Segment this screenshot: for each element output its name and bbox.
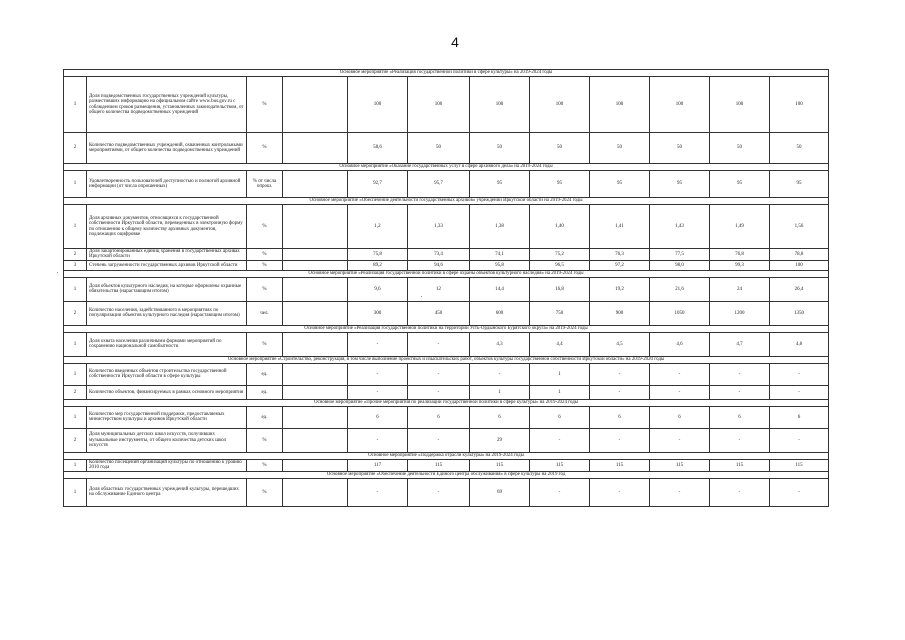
- empty-cell: [283, 385, 348, 399]
- value-cell: 1,38: [470, 205, 530, 249]
- indicator-name-cell: Количество населения, задействованного в мероприятиях по популяризации объектов культурного наследия (нарастающим итогом): [87, 301, 247, 325]
- empty-cell: [283, 478, 348, 506]
- section-header-row: [64, 198, 829, 205]
- value-cell: -: [408, 428, 470, 452]
- value-cell: 1: [470, 385, 530, 399]
- value-cell: 6: [530, 406, 590, 428]
- value-cell: -: [770, 363, 829, 385]
- table-row: [64, 428, 829, 452]
- unit-cell: %: [247, 332, 283, 356]
- table-row: [64, 277, 829, 301]
- value-cell: 115: [590, 459, 650, 471]
- section-title: Основное мероприятие «Реализация государственной политики на территории Усть-Ордынского Бурятского округа» на 2019-2024 годы: [64, 325, 829, 332]
- value-cell: 100: [590, 77, 650, 133]
- value-cell: 75,2: [530, 249, 590, 261]
- value-cell: 89,2: [348, 260, 408, 270]
- value-cell: 6: [770, 406, 829, 428]
- indicators-table: [63, 69, 829, 507]
- value-cell: 100: [470, 77, 530, 133]
- table-row: [64, 205, 829, 249]
- row-number-cell: 2: [64, 249, 87, 261]
- value-cell: 1350: [770, 301, 829, 325]
- section-header-row: [64, 325, 829, 332]
- value-cell: 12: [408, 277, 470, 301]
- empty-cell: [283, 77, 348, 133]
- value-cell: 6: [348, 406, 408, 428]
- value-cell: -: [710, 478, 770, 506]
- value-cell: -: [770, 385, 829, 399]
- value-cell: 1: [530, 385, 590, 399]
- section-title: Основное мероприятие «Прочие мероприятия по реализации государственной политики в сфере культуры» на 2019-2024 годы: [64, 399, 829, 406]
- row-number-cell: 2: [64, 385, 87, 399]
- value-cell: 4,4: [530, 332, 590, 356]
- section-title: Основное мероприятие «Поддержка отрасли культуры» на 2019-2024 годы: [64, 452, 829, 459]
- value-cell: 98,0: [650, 260, 710, 270]
- table-row: [64, 301, 829, 325]
- value-cell: 76,3: [590, 249, 650, 261]
- value-cell: -: [348, 332, 408, 356]
- table-row: [64, 332, 829, 356]
- section-header-row: [64, 471, 829, 478]
- value-cell: -: [408, 363, 470, 385]
- empty-cell: [283, 332, 348, 356]
- value-cell: 900: [590, 301, 650, 325]
- value-cell: 16,8: [530, 277, 590, 301]
- value-cell: 95,7: [408, 171, 470, 198]
- value-cell: 115: [710, 459, 770, 471]
- value-cell: 95: [650, 171, 710, 198]
- value-cell: -: [650, 478, 710, 506]
- indicator-name-cell: Количество объектов, финансируемых в рамках основного мероприятия: [87, 385, 247, 399]
- empty-cell: [283, 133, 348, 164]
- section-title: Основное мероприятие «Строительство, реконструкция, в том числе выполнение проектных и изыскательских работ, объектов культуры государственной собственности Иркутской области» на 2019-2020 годы: [64, 356, 829, 363]
- value-cell: 9,6: [348, 277, 408, 301]
- value-cell: 6: [650, 406, 710, 428]
- section-title: Основное мероприятие «Обеспечение деятельности государственных архивов» учреждений Иркутской области на 2019-2024 годы: [64, 198, 829, 205]
- value-cell: -: [530, 428, 590, 452]
- value-cell: 50: [770, 133, 829, 164]
- indicator-name-cell: Количество подведомственных учреждений, охваченных контрольными мероприятиями, от общего количества подведомственных учреждений: [87, 133, 247, 164]
- row-number-cell: 1: [64, 171, 87, 198]
- section-header-row: [64, 164, 829, 171]
- value-cell: 1,40: [530, 205, 590, 249]
- empty-cell: [283, 260, 348, 270]
- row-number-cell: 1: [64, 459, 87, 471]
- table-row: [64, 478, 829, 506]
- value-cell: 750: [530, 301, 590, 325]
- value-cell: 6: [408, 406, 470, 428]
- indicator-name-cell: Доля закартонированных единиц хранения в государственных архивах Иркутской области: [87, 249, 247, 261]
- value-cell: 600: [470, 301, 530, 325]
- value-cell: 4,8: [770, 332, 829, 356]
- value-cell: 95: [530, 171, 590, 198]
- section-title: Основное мероприятие «Обеспечение деятельности Единого центра обслуживания» в сфере культуры на 2019 год: [64, 471, 829, 478]
- value-cell: 1,49: [710, 205, 770, 249]
- value-cell: 50: [530, 133, 590, 164]
- value-cell: -: [710, 385, 770, 399]
- value-cell: 1,41: [590, 205, 650, 249]
- value-cell: 4,3: [470, 332, 530, 356]
- unit-cell: %: [247, 459, 283, 471]
- value-cell: 4,5: [590, 332, 650, 356]
- table-row: [64, 133, 829, 164]
- indicator-name-cell: Степень загруженности государственных архивов Иркутской области: [87, 260, 247, 270]
- unit-cell: чел.: [247, 301, 283, 325]
- value-cell: 99,3: [710, 260, 770, 270]
- value-cell: 117: [348, 459, 408, 471]
- value-cell: 19,2: [590, 277, 650, 301]
- value-cell: 58,6: [348, 133, 408, 164]
- value-cell: 50: [710, 133, 770, 164]
- value-cell: -: [530, 478, 590, 506]
- value-cell: 50: [590, 133, 650, 164]
- row-number-cell: 1: [64, 77, 87, 133]
- unit-cell: %: [247, 277, 283, 301]
- value-cell: 97,2: [590, 260, 650, 270]
- indicator-name-cell: Количество введенных объектов строительства государственной собственности Иркутской области в сфере культуры: [87, 363, 247, 385]
- value-cell: -: [348, 428, 408, 452]
- value-cell: 6: [470, 406, 530, 428]
- row-number-cell: 1: [64, 332, 87, 356]
- scan-mark-left: ·: [56, 268, 59, 277]
- section-header-row: [64, 270, 829, 277]
- table-row: [64, 459, 829, 471]
- section-header-row: [64, 356, 829, 363]
- table-row: [64, 363, 829, 385]
- value-cell: 4,7: [710, 332, 770, 356]
- value-cell: -: [590, 428, 650, 452]
- indicator-name-cell: Доля подведомственных государственных учреждений культуры, разместивших информацию на официальном сайте www.bus.gov.ru с соблюдением сроков размещения, установленных законодательством, от общего количества подведомственных учреждений: [87, 77, 247, 133]
- indicator-name-cell: Доля муниципальных детских школ искусств, получивших музыкальные инструменты, от общего количества детских школ искусств: [87, 428, 247, 452]
- empty-cell: [283, 363, 348, 385]
- value-cell: -: [710, 428, 770, 452]
- section-header-row: [64, 399, 829, 406]
- value-cell: 100: [348, 77, 408, 133]
- value-cell: 94,6: [408, 260, 470, 270]
- value-cell: 95: [590, 171, 650, 198]
- value-cell: 100: [530, 77, 590, 133]
- value-cell: 115: [408, 459, 470, 471]
- table-row: [64, 406, 829, 428]
- value-cell: 78,8: [770, 249, 829, 261]
- value-cell: -: [650, 385, 710, 399]
- row-number-cell: 2: [64, 428, 87, 452]
- indicator-name-cell: Доля архивных документов, относящихся к государственной собственности Иркутской области, переведенных в электронную форму по отношению к общему количеству архивных документов, подлежащих оцифровке: [87, 205, 247, 249]
- value-cell: 100: [710, 77, 770, 133]
- section-header-row: [64, 452, 829, 459]
- value-cell: 115: [530, 459, 590, 471]
- empty-cell: [283, 459, 348, 471]
- scan-mark: ·: [420, 292, 423, 301]
- value-cell: -: [408, 478, 470, 506]
- row-number-cell: 3: [64, 260, 87, 270]
- value-cell: -: [590, 478, 650, 506]
- unit-cell: %: [247, 260, 283, 270]
- indicator-name-cell: Доля областных государственных учреждений культуры, перешедших на обслуживание Единого центра: [87, 478, 247, 506]
- value-cell: 6: [590, 406, 650, 428]
- value-cell: 95: [710, 171, 770, 198]
- value-cell: -: [590, 363, 650, 385]
- unit-cell: ед.: [247, 363, 283, 385]
- table-row: [64, 77, 829, 133]
- value-cell: -: [770, 478, 829, 506]
- unit-cell: %: [247, 205, 283, 249]
- row-number-cell: 1: [64, 406, 87, 428]
- value-cell: -: [470, 363, 530, 385]
- value-cell: 1: [530, 363, 590, 385]
- section-header-row: [64, 70, 829, 77]
- empty-cell: [283, 277, 348, 301]
- indicator-name-cell: Количество посещений организаций культуры по отношению к уровню 2010 года: [87, 459, 247, 471]
- value-cell: 300: [348, 301, 408, 325]
- value-cell: 95: [470, 171, 530, 198]
- unit-cell: %: [247, 249, 283, 261]
- empty-cell: [283, 428, 348, 452]
- table-row: [64, 171, 829, 198]
- value-cell: 95: [770, 171, 829, 198]
- value-cell: 1,2: [348, 205, 408, 249]
- value-cell: 115: [470, 459, 530, 471]
- value-cell: -: [408, 385, 470, 399]
- row-number-cell: 2: [64, 133, 87, 164]
- value-cell: 6: [710, 406, 770, 428]
- section-title: Основное мероприятие «Оказание государственных услуг в сфере архивного дела» на 2019-2024 годы: [64, 164, 829, 171]
- value-cell: -: [650, 363, 710, 385]
- empty-cell: [283, 249, 348, 261]
- row-number-cell: 1: [64, 478, 87, 506]
- value-cell: 50: [470, 133, 530, 164]
- value-cell: 14,4: [470, 277, 530, 301]
- value-cell: -: [348, 385, 408, 399]
- unit-cell: % от числа опрош.: [247, 171, 283, 198]
- indicator-name-cell: Удовлетворенность пользователей доступностью и полнотой архивной информации (от числа опрошенных): [87, 171, 247, 198]
- unit-cell: %: [247, 133, 283, 164]
- value-cell: 1050: [650, 301, 710, 325]
- row-number-cell: 1: [64, 205, 87, 249]
- value-cell: 75,8: [348, 249, 408, 261]
- value-cell: 100: [408, 77, 470, 133]
- value-cell: 115: [650, 459, 710, 471]
- unit-cell: %: [247, 77, 283, 133]
- value-cell: 24: [710, 277, 770, 301]
- table-row: [64, 385, 829, 399]
- value-cell: -: [710, 363, 770, 385]
- value-cell: 50: [408, 133, 470, 164]
- value-cell: 115: [770, 459, 829, 471]
- row-number-cell: 2: [64, 301, 87, 325]
- section-title: Основное мероприятие «Реализация государственной политики в сфере культуры» на 2019-2024 годы: [64, 70, 829, 77]
- value-cell: 21,6: [650, 277, 710, 301]
- value-cell: 95,8: [470, 260, 530, 270]
- value-cell: -: [770, 428, 829, 452]
- value-cell: -: [590, 385, 650, 399]
- unit-cell: ед.: [247, 385, 283, 399]
- value-cell: 100: [770, 77, 829, 133]
- empty-cell: [283, 205, 348, 249]
- value-cell: 74,1: [470, 249, 530, 261]
- value-cell: 1,43: [650, 205, 710, 249]
- value-cell: 1,56: [770, 205, 829, 249]
- table-row: [64, 249, 829, 261]
- value-cell: -: [650, 428, 710, 452]
- value-cell: 26,4: [770, 277, 829, 301]
- empty-cell: [283, 171, 348, 198]
- empty-cell: [283, 406, 348, 428]
- unit-cell: ед.: [247, 406, 283, 428]
- unit-cell: %: [247, 428, 283, 452]
- value-cell: 50: [650, 133, 710, 164]
- value-cell: 96,5: [530, 260, 590, 270]
- value-cell: 92,7: [348, 171, 408, 198]
- indicator-name-cell: Доля охвата населения различными формами мероприятий по сохранению национальной самобытности: [87, 332, 247, 356]
- value-cell: 73,4: [408, 249, 470, 261]
- indicator-name-cell: Количество мер государственной поддержки, предоставляемых министерством культуры и архивов Иркутской области: [87, 406, 247, 428]
- table-row: [64, 260, 829, 270]
- value-cell: 100: [770, 260, 829, 270]
- unit-cell: %: [247, 478, 283, 506]
- page-number: 4: [451, 34, 459, 50]
- indicator-name-cell: Доля объектов культурного наследия, на которые оформлены охранные обязательства (нарастающим итогом): [87, 277, 247, 301]
- value-cell: 4,6: [650, 332, 710, 356]
- value-cell: 77,5: [650, 249, 710, 261]
- value-cell: 1,33: [408, 205, 470, 249]
- row-number-cell: 1: [64, 363, 87, 385]
- value-cell: -: [348, 478, 408, 506]
- value-cell: -: [408, 332, 470, 356]
- row-number-cell: 1: [64, 277, 87, 301]
- empty-cell: [283, 301, 348, 325]
- value-cell: 29: [470, 428, 530, 452]
- value-cell: 450: [408, 301, 470, 325]
- value-cell: 1200: [710, 301, 770, 325]
- value-cell: 76,8: [710, 249, 770, 261]
- value-cell: -: [348, 363, 408, 385]
- value-cell: 69: [470, 478, 530, 506]
- section-title: Основное мероприятие «Реализация государственной политики в сфере охраны объектов культурного наследия» на 2019-2024 годы: [64, 270, 829, 277]
- value-cell: 100: [650, 77, 710, 133]
